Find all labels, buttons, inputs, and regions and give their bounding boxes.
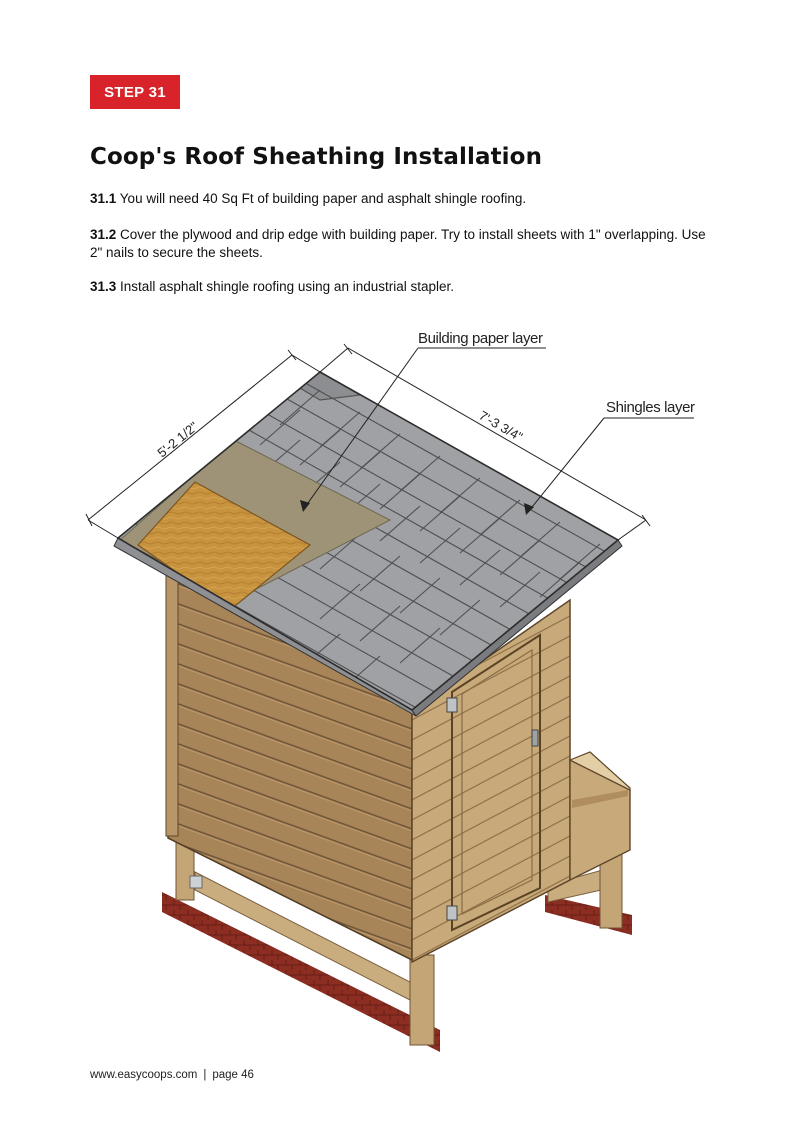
step-badge: [90, 75, 180, 109]
instruction-step: [90, 278, 710, 296]
callout-shingles: Shingles layer: [606, 399, 695, 416]
footer: [90, 1069, 254, 1081]
callout-building-paper: Building paper layer: [418, 330, 543, 347]
dimension-length: 7'-3 3/4": [476, 407, 526, 445]
instruction-step: [90, 226, 710, 262]
step-number: 31.2: [90, 227, 117, 242]
instruction-step: [90, 190, 710, 208]
footer-separator: |: [203, 1069, 207, 1081]
page-title: Coop's Roof Sheathing Installation: [90, 144, 543, 170]
step-text: Install asphalt shingle roofing using an industrial stapler.: [120, 279, 455, 294]
coop-roof-illustration: [0, 310, 794, 1060]
footer-page-number: page 46: [212, 1069, 254, 1081]
dimension-width: 5'-2 1/2": [154, 418, 201, 461]
step-number: 31.3: [90, 279, 117, 294]
step-text: You will need 40 Sq Ft of building paper and asphalt shingle roofing.: [119, 191, 527, 206]
footer-site: www.easycoops.com: [90, 1069, 198, 1081]
step-text: Cover the plywood and drip edge with building paper. Try to install sheets with 1" overlapping. Use 2" nails to secure the sheets.: [90, 227, 706, 260]
step-badge-label: STEP 31: [104, 83, 166, 101]
step-number: 31.1: [90, 191, 117, 206]
